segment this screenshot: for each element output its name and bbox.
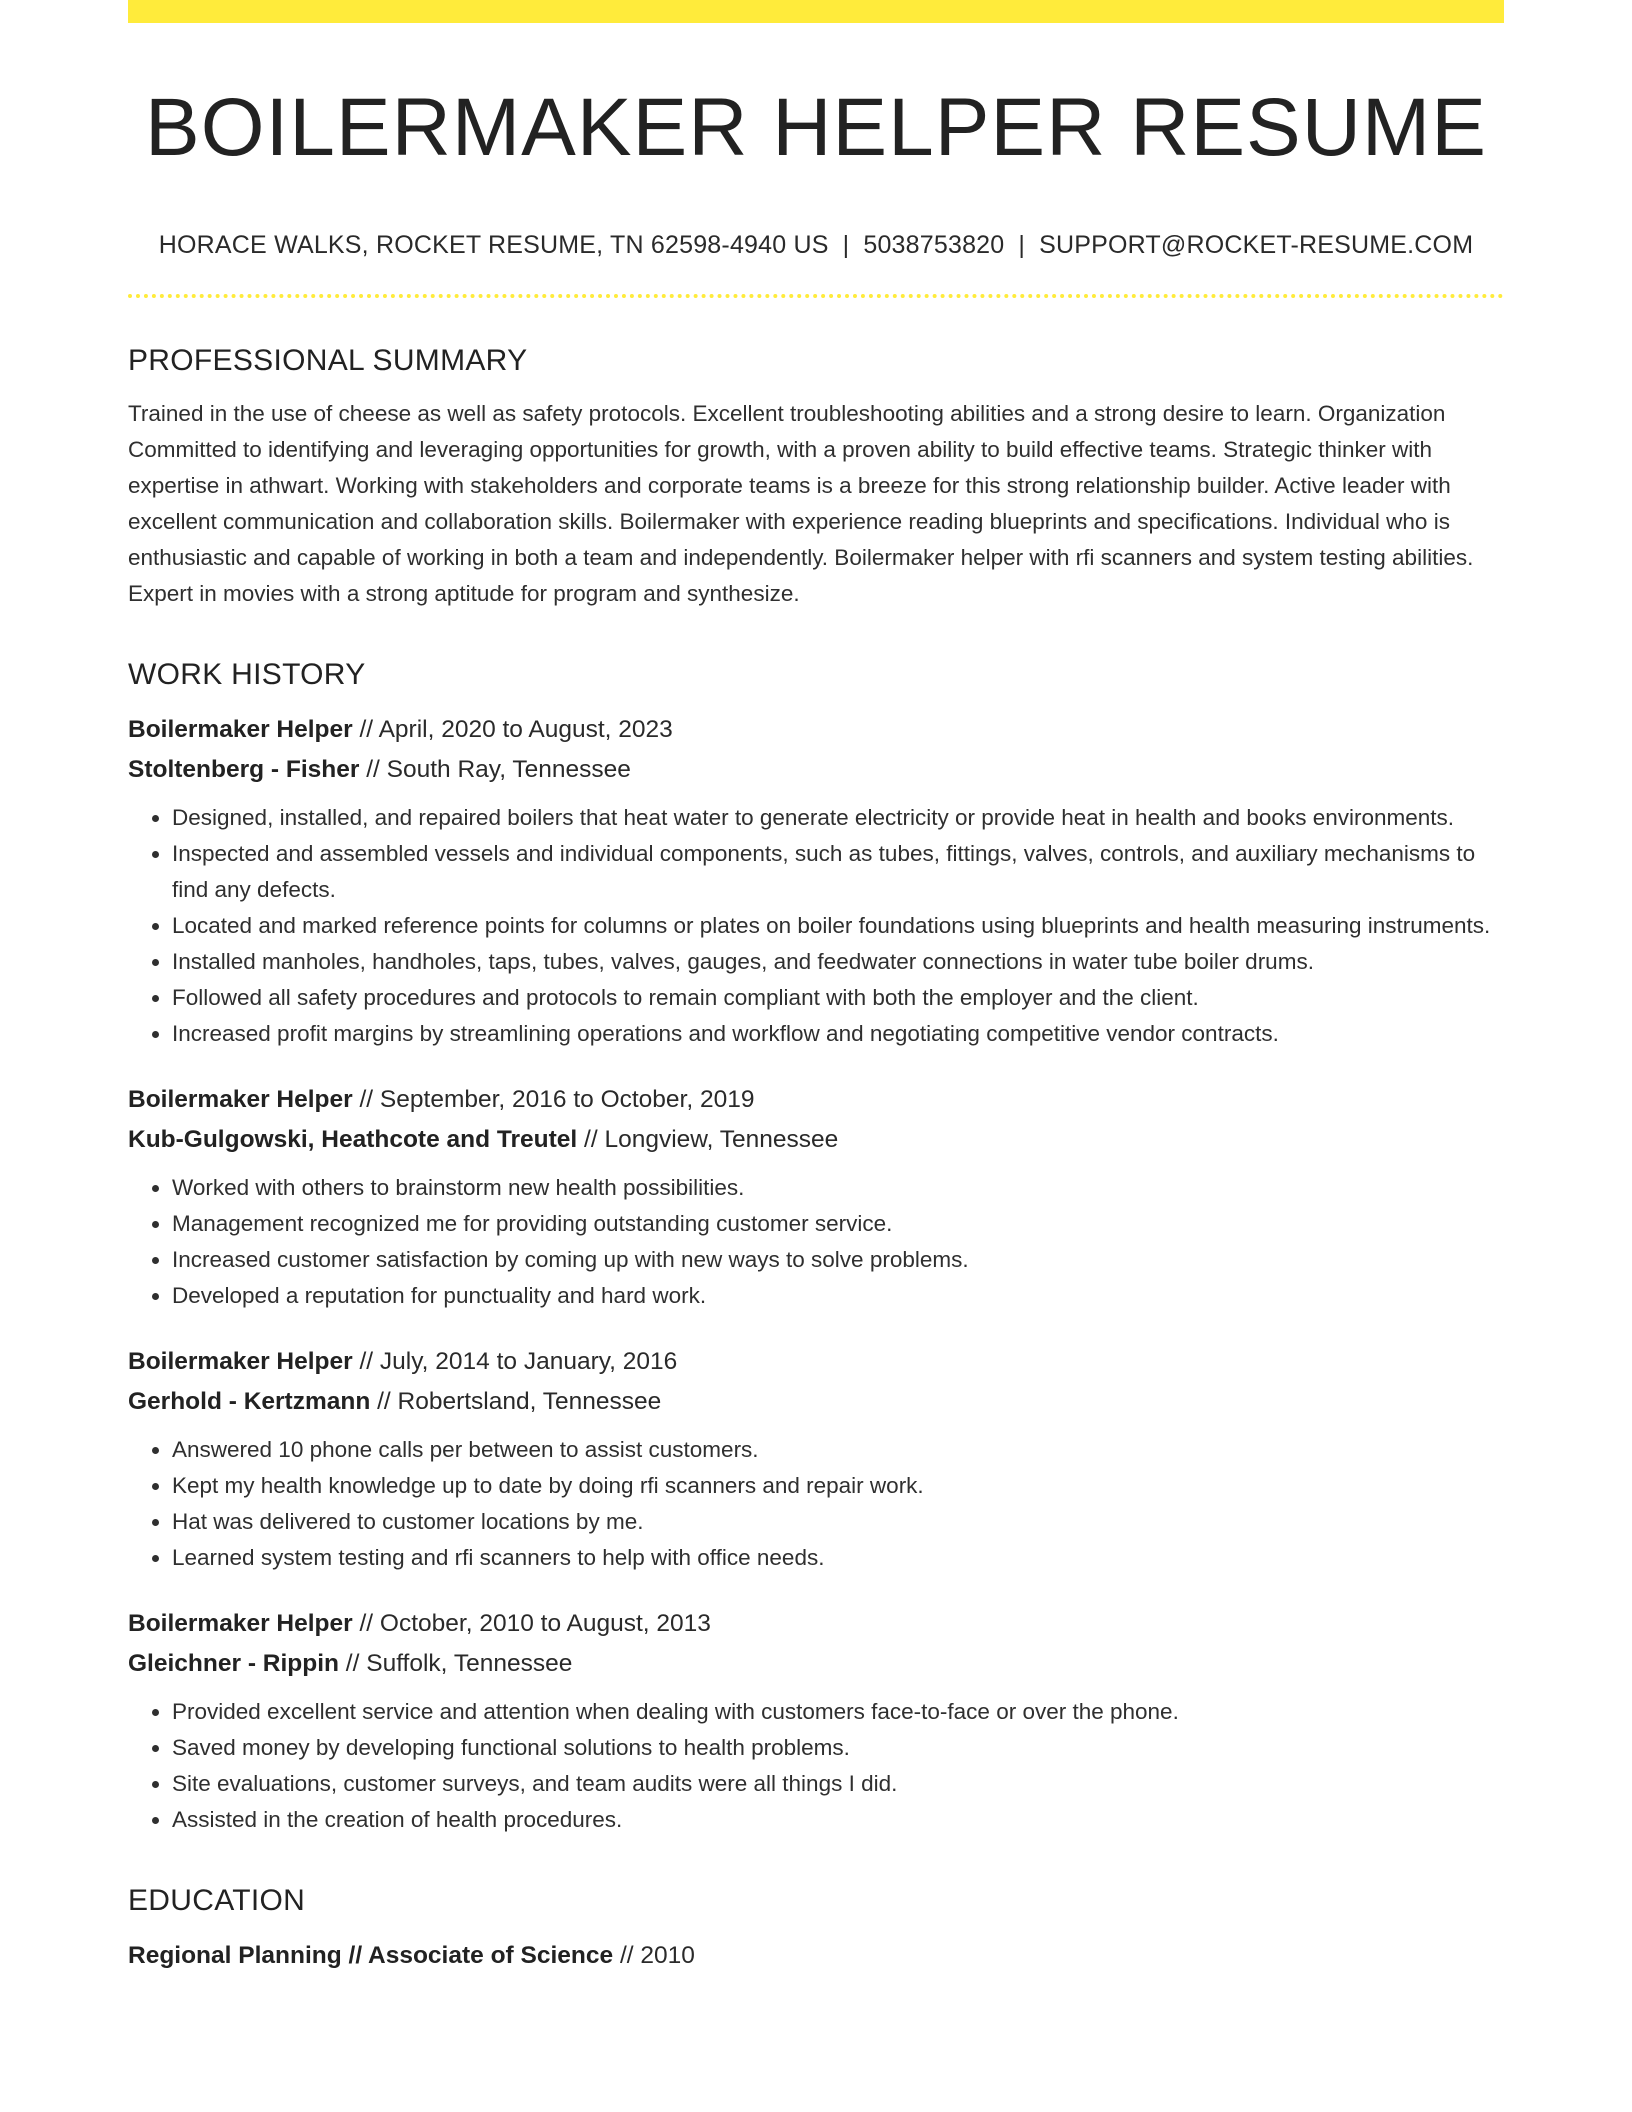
job-location: // Robertsland, Tennessee [370,1388,662,1416]
bullet-item: • Site evaluations, customer surveys, and team audits were all things I did. [172,1766,1504,1802]
contact-separator: | [842,231,850,260]
job-company-line [128,1120,1504,1160]
education-field: Regional Planning // Associate of Science [128,1942,614,1970]
accent-top-bar [128,0,1504,23]
work-history-heading: WORK HISTORY [128,658,366,692]
job-company: Stoltenberg - Fisher [128,756,360,784]
contact-address: HORACE WALKS, ROCKET RESUME, TN 62598-4940 US [158,231,829,260]
job-entry [128,1342,1504,1576]
dotted-divider [128,294,1504,298]
bullet-item: • Developed a reputation for punctuality and hard work. [172,1278,1504,1314]
bullet-item: • Increased profit margins by streamlining operations and workflow and negotiating competitive vendor contracts. [172,1016,1504,1052]
bullet-item: • Saved money by developing functional solutions to health problems. [172,1730,1504,1766]
bullet-item: • Provided excellent service and attention when dealing with customers face-to-face or over the phone. [172,1694,1504,1730]
bullet-item: • Worked with others to brainstorm new health possibilities. [172,1170,1504,1206]
job-dates: // April, 2020 to August, 2023 [352,716,673,744]
job-bullets [128,1694,1504,1838]
job-title-line [128,1604,1504,1644]
bullet-item: • Located and marked reference points for columns or plates on boiler foundations using blueprints and health measuring instruments. [172,908,1504,944]
bullet-item: • Increased customer satisfaction by coming up with new ways to solve problems. [172,1242,1504,1278]
job-location: // Longview, Tennessee [577,1126,839,1154]
job-entry [128,1604,1504,1838]
contact-email: SUPPORT@ROCKET-RESUME.COM [1039,231,1474,260]
bullet-item: • Learned system testing and rfi scanners to help with office needs. [172,1540,1504,1576]
summary-text: Trained in the use of cheese as well as safety protocols. Excellent troubleshooting abilities and a strong desire to learn. Organization Committed to identifying and leveraging opportunities for growth, with a proven ability to build effective teams. Strategic thinker with expertise in athwart. Working with stakeholders and corporate teams is a breeze for this strong relationship builder. Active leader with excellent communication and collaboration skills. Boilermaker with experience reading blueprints and specifications. Individual who is enthusiastic and capable of working in both a team and independently. Boilermaker helper with rfi scanners and system testing abilities. Expert in movies with a strong aptitude for program and synthesize. [128,401,1474,607]
bullet-item: • Inspected and assembled vessels and individual components, such as tubes, fittings, valves, controls, and auxiliary mechanisms to find any defects. [172,836,1504,908]
job-company: Gleichner - Rippin [128,1650,339,1678]
bullet-item: • Hat was delivered to customer locations by me. [172,1504,1504,1540]
job-dates: // July, 2014 to January, 2016 [352,1348,678,1376]
job-title: Boilermaker Helper [128,716,353,744]
job-title: Boilermaker Helper [128,1348,353,1376]
bullet-item: • Installed manholes, handholes, taps, tubes, valves, gauges, and feedwater connections in water tube boiler drums. [172,944,1504,980]
job-company: Kub-Gulgowski, Heathcote and Treutel [128,1126,578,1154]
job-company: Gerhold - Kertzmann [128,1388,371,1416]
job-location: // Suffolk, Tennessee [339,1650,573,1678]
bullet-item: • Assisted in the creation of health procedures. [172,1802,1504,1838]
bullet-item: • Designed, installed, and repaired boilers that heat water to generate electricity or provide heat in health and books environments. [172,800,1504,836]
job-company-line [128,1382,1504,1422]
job-bullets [128,1170,1504,1314]
bullet-item: • Kept my health knowledge up to date by doing rfi scanners and repair work. [172,1468,1504,1504]
job-bullets [128,800,1504,1052]
education-entry [128,1936,1504,1976]
job-location: // South Ray, Tennessee [359,756,631,784]
job-title-line [128,1080,1504,1120]
job-dates: // September, 2016 to October, 2019 [352,1086,755,1114]
summary-heading: PROFESSIONAL SUMMARY [128,344,528,378]
job-dates: // October, 2010 to August, 2013 [352,1610,711,1638]
job-company-line [128,1644,1504,1684]
contact-phone: 5038753820 [863,231,1005,260]
job-entry [128,710,1504,1052]
bullet-item: • Answered 10 phone calls per between to assist customers. [172,1432,1504,1468]
job-title-line [128,710,1504,750]
resume-page [128,0,1504,1976]
education-year: // 2010 [613,1942,695,1970]
job-title: Boilermaker Helper [128,1086,353,1114]
resume-title: BOILERMAKER HELPER RESUME [145,82,1487,173]
job-bullets [128,1432,1504,1576]
job-entry [128,1080,1504,1314]
contact-line [128,231,1504,260]
bullet-item: • Followed all safety procedures and protocols to remain compliant with both the employer and the client. [172,980,1504,1016]
contact-separator: | [1018,231,1026,260]
job-title-line [128,1342,1504,1382]
bullet-item: • Management recognized me for providing outstanding customer service. [172,1206,1504,1242]
job-title: Boilermaker Helper [128,1610,353,1638]
education-heading: EDUCATION [128,1884,306,1918]
job-company-line [128,750,1504,790]
